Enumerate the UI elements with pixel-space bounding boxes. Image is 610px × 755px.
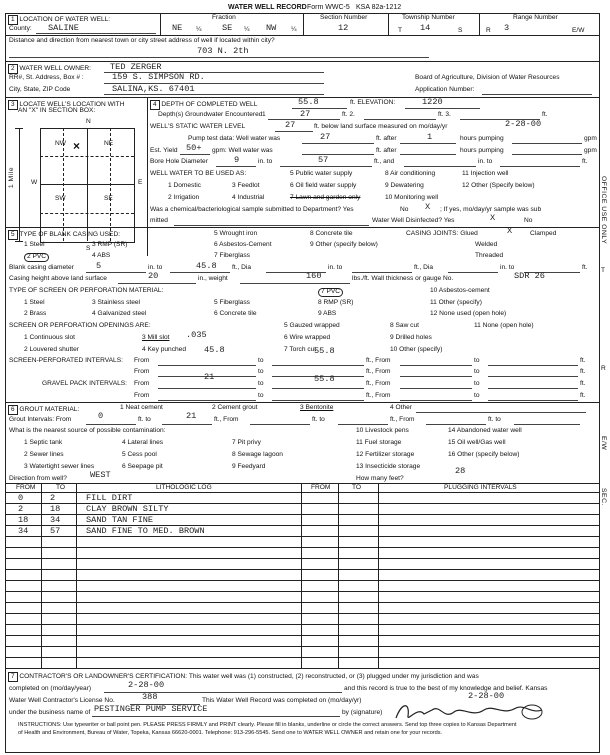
section-1-heading: 1 LOCATION OF WATER WELL: (8, 15, 110, 25)
source-14[interactable]: 14 Abandoned water well (448, 427, 522, 434)
bore-label: Bore Hole Diameter (150, 158, 208, 165)
casing-8[interactable]: 8 Concrete tile (310, 230, 353, 237)
gravel-to-value: 55.8 (314, 374, 335, 384)
city-label: City, State, ZIP Code (9, 86, 71, 93)
quadrant-nw: NW (55, 140, 66, 147)
yield-label: Est. Yield (150, 147, 178, 154)
groundwater-1: 1 (262, 111, 266, 118)
grout-ft-to-3: ft. to (488, 416, 501, 423)
section-6-heading: 6 GROUT MATERIAL: (8, 405, 79, 415)
static-level-date: 2-28-00 (505, 119, 542, 129)
direction-value: WEST (90, 470, 111, 480)
screen-int-to-4: to (474, 368, 480, 375)
section-5-heading: 5 TYPE OF BLANK CASING USED: (8, 230, 120, 240)
grout-3[interactable]: 3 Bentonite (300, 404, 334, 411)
section-number-value: 12 (338, 23, 349, 33)
screen-interval-to: 55.8 (314, 346, 335, 356)
gravel-ft-from-2: ft., From (366, 392, 391, 399)
opening-10[interactable]: 10 Other (specify) (390, 346, 443, 353)
form-number: Form WWC-5 (307, 4, 350, 11)
range-r: R (486, 27, 491, 34)
diameter-to-value: 45.8 (196, 261, 217, 271)
pump-test-label: Pump test data: Well water was (188, 135, 281, 142)
use-10[interactable]: 10 Monitoring well (385, 194, 439, 201)
yield-rest: gpm: Well water was (212, 147, 273, 154)
casing-weight-value: 160 (306, 271, 322, 281)
gravel-to-3: to (258, 392, 264, 399)
section-2-heading: 2 WATER WELL OWNER: (8, 64, 91, 74)
record-completed-date: 2-28-00 (468, 691, 505, 701)
gravel-to: to (258, 380, 264, 387)
owner-value: TED ZERGER (110, 62, 162, 72)
screen-6[interactable]: 6 Concrete tile (214, 310, 257, 317)
opening-8[interactable]: 8 Saw cut (390, 322, 419, 329)
contractor-signature (392, 698, 552, 724)
static-level-value: 27 (285, 120, 296, 130)
use-8[interactable]: 8 Air conditioning (385, 170, 436, 177)
grout-ft-to: ft. to (138, 416, 151, 423)
grout-ft-to-2: ft. to (312, 416, 325, 423)
gravel-ft-from: ft., From (366, 380, 391, 387)
opening-3[interactable]: 3 Mill slot (142, 334, 170, 341)
source-8[interactable]: 8 Sewage lagoon (232, 451, 283, 458)
casing-gauge-value: SDR 26 (514, 271, 545, 281)
screen-10[interactable]: 10 Asbestos-cement (430, 287, 490, 294)
casing-height-label: Casing height above land surface (9, 275, 107, 282)
log-row-3-to: 34 (50, 515, 61, 525)
use-9[interactable]: 9 Dewatering (385, 182, 424, 189)
screen-int-ft: ft. (580, 357, 586, 364)
fraction-3: NW (266, 23, 277, 33)
diameter-ft-dia: ft., Dia (232, 264, 252, 271)
compass-e: E (138, 179, 143, 186)
chem-sample-x: X (425, 202, 431, 212)
log-header-plugging: PLUGGING INTERVALS (444, 484, 517, 491)
township-label: Township Number (402, 14, 455, 21)
joints-welded[interactable]: Welded (475, 241, 498, 248)
license-value: 388 (142, 692, 158, 702)
log-row-1-to: 2 (50, 493, 56, 503)
groundwater-label: Depth(s) Groundwater Encountered (158, 111, 263, 118)
log-row-1-desc: FILL DIRT (86, 493, 133, 503)
grout-1[interactable]: 1 Neat cement (120, 404, 163, 411)
static-level-label: WELL'S STATIC WATER LEVEL (150, 123, 246, 130)
office-ew: E/W (599, 436, 607, 451)
diameter-value: 5 (96, 261, 102, 271)
source-11[interactable]: 11 Fuel storage (356, 439, 402, 446)
bore-value: 9 (234, 155, 240, 165)
opening-2[interactable]: 2 Louvered shutter (24, 346, 79, 353)
bore-ft-and: ft., and (374, 158, 395, 165)
completed-value: 2-28-00 (128, 680, 165, 690)
gravel-from: From (134, 380, 150, 387)
yield-after: ft. after (376, 147, 397, 154)
office-r: R (601, 365, 606, 372)
chem-sample-no[interactable]: No (400, 206, 409, 213)
screen-int-to: to (258, 357, 264, 364)
section-4-heading: 4 DEPTH OF COMPLETED WELL (150, 100, 257, 110)
bore-to-value: 57 (318, 155, 329, 165)
log-row-2-to: 18 (50, 504, 61, 514)
signature-label: by (signature) (342, 709, 383, 716)
grout-from-value: 0 (98, 411, 104, 421)
quadrant-se: SE (104, 195, 113, 202)
nearest-source-label: What is the nearest source of possible contamination: (9, 427, 166, 434)
opening-5[interactable]: 5 Gauzed wrapped (284, 322, 340, 329)
screen-int-ft-2: ft. (580, 368, 586, 375)
casing-4[interactable]: 4 ABS (92, 252, 111, 259)
screen-interval-from: 45.8 (204, 345, 225, 355)
section-3-heading-2: AN "X" IN SECTION BOX: (18, 107, 96, 114)
log-row-3-desc: SAND TAN FINE (86, 515, 154, 525)
depth-value: 55.8 (298, 97, 319, 107)
completed-rest: and this record is true to the best of my knowledge and belief. Kansas (344, 685, 548, 692)
source-1[interactable]: 1 Septic tank (24, 439, 63, 446)
diameter-in-to: in. to (148, 264, 163, 271)
range-value: 3 (504, 23, 510, 33)
screen-intervals-label: SCREEN-PERFORATED INTERVALS: (9, 357, 123, 364)
application-label: Application Number: (415, 86, 475, 93)
gravel-label: GRAVEL PACK INTERVALS: (42, 380, 128, 387)
fraction-label: Fraction (212, 14, 236, 21)
casing-1[interactable]: 1 Steel (24, 241, 45, 248)
casing-gauge-label: lbs./ft. Wall thickness or gauge No. (352, 275, 454, 282)
section-number-label: Section Number (320, 14, 368, 21)
quadrant-ne: NE (104, 140, 114, 147)
well-use-label: WELL WATER TO BE USED AS: (150, 170, 247, 177)
use-12[interactable]: 12 Other (Specify below) (462, 182, 535, 189)
log-row-4-desc: SAND FINE TO MED. BROWN (86, 526, 205, 536)
city-value: SALINA,KS. 67401 (112, 84, 195, 94)
office-sec: SEC. (599, 488, 607, 506)
static-level-rest: ft. below land surface measured on mo/day/yr (314, 123, 448, 130)
form-title: WATER WELL RECORD (228, 4, 307, 11)
log-row-2-from: 2 (18, 504, 24, 514)
office-t: T (601, 267, 606, 274)
log-row-3-from: 18 (18, 515, 29, 525)
pump-hours-label: hours pumping (460, 135, 504, 142)
casing-6[interactable]: 6 Asbestos-Cement (214, 241, 272, 248)
grout-4[interactable]: 4 Other (390, 404, 412, 411)
use-11[interactable]: 11 Injection well (462, 170, 509, 177)
casing-height-value: 20 (148, 271, 159, 281)
bore-in-to: in. to (258, 158, 273, 165)
grout-ft-from: ft., From (214, 416, 239, 423)
disinfected-x: X (490, 213, 496, 223)
gravel-from-value: 21 (204, 372, 215, 382)
groundwater-ft: ft. (542, 111, 548, 118)
address-value: 159 S. SIMPSON RD. (112, 72, 205, 82)
openings-label: SCREEN OR PERFORATION OPENINGS ARE: (9, 322, 151, 329)
instructions-1: INSTRUCTIONS: Use typewriter or ball point pen. PLEASE PRESS FIRMLY and PRINT clearly. Please fill in blanks, underline or circle the correct answers. Send top three copies to Kansas Department (18, 722, 517, 728)
log-header-lithologic: LITHOLOGIC LOG (156, 484, 212, 491)
opening-1[interactable]: 1 Continuous slot (24, 334, 75, 341)
form-ksa: KSA 82a-1212 (356, 4, 402, 11)
township-t: T (398, 27, 403, 34)
source-12[interactable]: 12 Fertilizer storage (356, 451, 415, 458)
source-9[interactable]: 9 Feedyard (232, 463, 266, 470)
bore-ft: ft. (582, 158, 588, 165)
source-13[interactable]: 13 Insecticide storage (356, 463, 421, 470)
grout-intervals-label: Grout Intervals: From (9, 416, 72, 423)
source-4[interactable]: 4 Lateral lines (122, 439, 164, 446)
diameter-in-to-2: in. to (328, 264, 343, 271)
howmany-label: How many feet? (356, 475, 404, 482)
log-row-4-from: 34 (18, 526, 29, 536)
screen-2[interactable]: 2 Brass (24, 310, 47, 317)
board-text: Board of Agriculture, Division of Water Resources (415, 74, 560, 81)
gravel-to-4: to (474, 392, 480, 399)
completed-label: completed on (mo/day/year) (9, 685, 92, 692)
joints-clamped[interactable]: Clamped (530, 230, 557, 237)
chem-sample-label: Was a chemical/bacteriological sample submitted to Department? Yes (150, 206, 354, 213)
source-3[interactable]: 3 Watertight sewer lines (24, 463, 95, 470)
pump-after: ft. after (376, 135, 397, 142)
screen-1[interactable]: 1 Steel (24, 299, 45, 306)
opening-11[interactable]: 11 None (open hole) (474, 322, 534, 329)
screen-int-to-2: to (474, 357, 480, 364)
range-ew: E/W (572, 27, 585, 34)
log-row-4-to: 57 (50, 526, 61, 536)
compass-w: W (31, 179, 38, 186)
record-completed-label: This Water Well Record was completed on (mo/day/yr) (202, 697, 362, 704)
screen-12[interactable]: 12 None used (open hole) (430, 310, 507, 317)
casing-weight-label: in., weight (198, 275, 228, 282)
screen-int-ft-from: ft., From (366, 357, 391, 364)
office-use-label: OFFICE USE ONLY (599, 176, 607, 245)
instructions-2: of Health and Environment, Bureau of Water, Topeka, Kansas 66620-0001. Telephone: 913-296-5545. Send one to WATER WELL OWNER and retain one for your records. (18, 730, 443, 736)
distance-value: 703 N. 2th (197, 46, 249, 56)
diameter-ft: ft. (582, 264, 588, 271)
groundwater-ft3: ft. 3. (438, 111, 451, 118)
use-3[interactable]: 3 Feedlot (232, 182, 260, 189)
opening-7[interactable]: 7 Torch cut (284, 346, 317, 353)
source-6[interactable]: 6 Seepage pit (122, 463, 163, 470)
use-5[interactable]: 5 Public water supply (290, 170, 353, 177)
elevation-value: 1220 (422, 97, 443, 107)
use-1[interactable]: 1 Domestic (168, 182, 201, 189)
business-label: under the business name of (9, 709, 91, 716)
disinfected-label: Water Well Disinfected? Yes (372, 217, 455, 224)
joints-x: X (507, 226, 513, 236)
groundwater-1-value: 27 (300, 109, 311, 119)
source-15[interactable]: 15 Oil well/Gas well (448, 439, 506, 446)
use-4[interactable]: 4 Industrial (232, 194, 265, 201)
license-label: Water Well Contractor's License No. (9, 697, 115, 704)
section-7-heading: 7 CONTRACTOR'S OR LANDOWNER'S CERTIFICATION: This water well was (1) constructed, (2) reconstructed, or (3) plugged under my jurisdiction and was (8, 672, 479, 682)
well-location-mark: × (73, 139, 81, 153)
source-10[interactable]: 10 Livestock pens (356, 427, 409, 434)
log-header-from-2: FROM (311, 484, 331, 491)
quarter-1: ¼ (196, 26, 202, 33)
log-header-to-2: TO (352, 484, 362, 491)
opening-9[interactable]: 9 Drilled holes (390, 334, 432, 341)
casing-2[interactable]: 2 PVC (24, 253, 49, 262)
screen-int-from: From (134, 357, 150, 364)
business-value: PESTINGER PUMP SERVICE (94, 704, 208, 714)
use-2[interactable]: 2 Irrigation (168, 194, 200, 201)
groundwater-ft2: ft. 2. (342, 111, 355, 118)
grout-to-value: 21 (186, 411, 197, 421)
log-header-to: TO (56, 484, 66, 491)
compass-s: S (86, 245, 91, 252)
screen-11[interactable]: 11 Other (specify) (430, 299, 482, 306)
quarter-2: ¼ (244, 26, 250, 33)
distance-label: Distance and direction from nearest town or city street address of well if located within city? (9, 37, 275, 44)
screen-8[interactable]: 8 RMP (SR) (318, 299, 354, 306)
gravel-ft: ft. (580, 380, 586, 387)
howmany-value: 28 (455, 466, 466, 476)
opening-6[interactable]: 6 Wire wrapped (284, 334, 331, 341)
chem-mitted: mitted (150, 217, 168, 224)
elevation-label: ft. ELEVATION: (350, 99, 396, 106)
grout-2[interactable]: 2 Cement grout (212, 404, 258, 411)
screen-4[interactable]: 4 Galvanized steel (92, 310, 147, 317)
screen-3[interactable]: 3 Stainless steel (92, 299, 141, 306)
screen-int-ft-from-2: ft., From (366, 368, 391, 375)
screen-9[interactable]: 9 ABS (318, 310, 337, 317)
pump-gpm: gpm (584, 135, 597, 142)
quadrant-sw: SW (55, 195, 66, 202)
fraction-1: NE (172, 23, 183, 33)
casing-7[interactable]: 7 Fiberglass (214, 252, 250, 259)
diameter-ft-dia-2: ft., Dia (414, 264, 434, 271)
opening-4[interactable]: 4 Key punched (142, 346, 186, 353)
screen-int-from-2: From (134, 368, 150, 375)
log-row-1-from: 0 (18, 493, 24, 503)
grout-ft-from-2: ft., From (390, 416, 415, 423)
address-label: RR#, St. Address, Box # : (9, 74, 84, 81)
gravel-from-2: From (134, 392, 150, 399)
screen-5[interactable]: 5 Fiberglass (214, 299, 250, 306)
joints-threaded[interactable]: Threaded (475, 252, 504, 259)
yield-hours-label: hours pumping (460, 147, 504, 154)
yield-value: 50+ (186, 143, 202, 153)
casing-5[interactable]: 5 Wrought iron (214, 230, 258, 237)
county-label: County: (9, 25, 32, 32)
section-3-heading: 3 LOCATE WELL'S LOCATION WITH (8, 100, 124, 110)
chem-sample-rest: ; If yes, mo/day/yr sample was sub (440, 206, 542, 213)
pump-hours: 1 (427, 132, 433, 142)
source-2[interactable]: 2 Sewer lines (24, 451, 64, 458)
casing-9[interactable]: 9 Other (specify below) (310, 241, 378, 248)
township-s: S (458, 27, 463, 34)
direction-label: Direction from well? (9, 475, 67, 482)
use-7[interactable]: 7 Lawn and garden only (290, 194, 361, 201)
mill-slot-value: .035 (186, 330, 207, 340)
quarter-3: ¼ (291, 26, 297, 33)
yield-gpm: gpm (584, 147, 597, 154)
diameter-in-to-3: in. to (500, 264, 515, 271)
gravel-to-2: to (474, 380, 480, 387)
source-7[interactable]: 7 Pit privy (232, 439, 261, 446)
mile-label: 1 Mile (8, 167, 15, 189)
log-row-2-desc: CLAY BROWN SILTY (86, 504, 169, 514)
joints-label: CASING JOINTS: Glued (406, 230, 478, 237)
diameter-label: Blank casing diameter (9, 264, 74, 271)
disinfected-no[interactable]: No (524, 217, 533, 224)
log-header-from: FROM (16, 484, 36, 491)
source-16[interactable]: 16 Other (specify below) (448, 451, 520, 458)
county-value: SALINE (48, 23, 79, 33)
range-label: Range Number (513, 14, 558, 21)
screen-int-to-3: to (258, 368, 264, 375)
screen-type-label: TYPE OF SCREEN OR PERFORATION MATERIAL: (9, 287, 164, 294)
use-6[interactable]: 6 Oil field water supply (290, 182, 357, 189)
source-5[interactable]: 5 Cess pool (122, 451, 157, 458)
township-value: 14 (420, 23, 431, 33)
gravel-ft-2: ft. (580, 392, 586, 399)
compass-n: N (86, 118, 91, 125)
fraction-2: SE (222, 23, 233, 33)
pump-test-value: 27 (320, 132, 331, 142)
bore-in-to-2: in. to (478, 158, 493, 165)
screen-7[interactable]: 7 PVC (318, 288, 343, 297)
casing-3[interactable]: 3 RMP (SR) (92, 241, 128, 248)
